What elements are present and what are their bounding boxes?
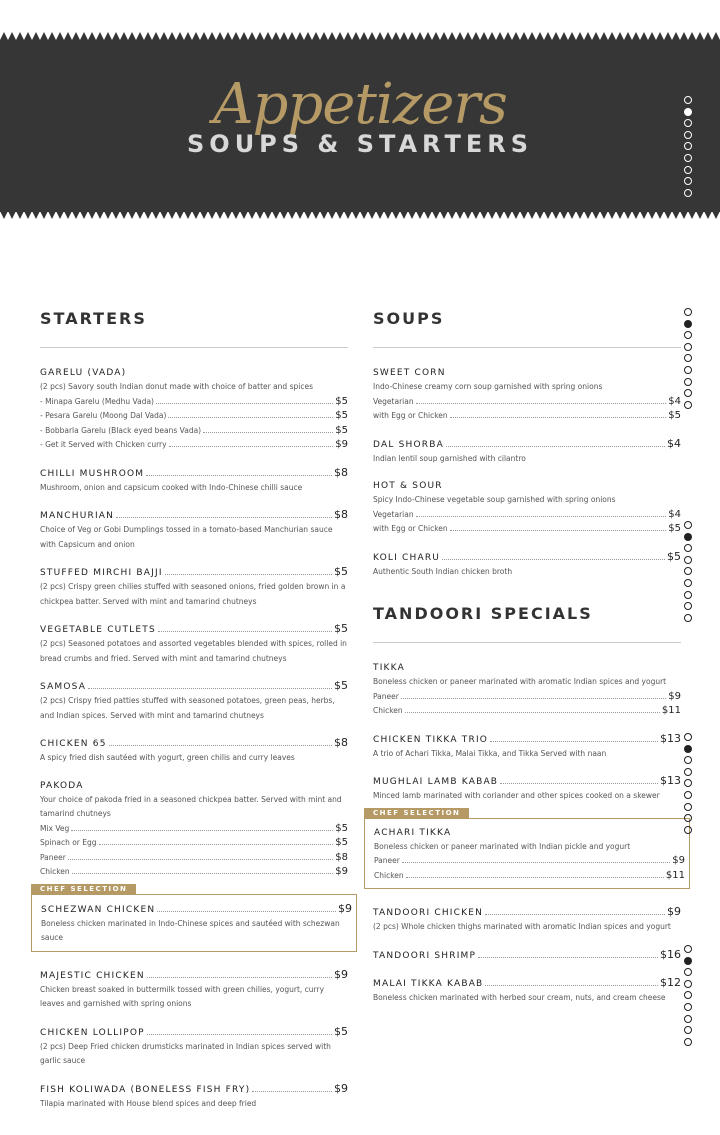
page-dot[interactable] bbox=[684, 1015, 692, 1023]
page-dot[interactable] bbox=[684, 991, 692, 999]
option-price: $5 bbox=[668, 410, 681, 421]
item-option bbox=[373, 508, 681, 523]
item-name: PAKODA bbox=[40, 780, 84, 791]
page-dot-active[interactable] bbox=[684, 320, 692, 328]
page-dot-active[interactable] bbox=[684, 957, 692, 965]
page-dot[interactable] bbox=[684, 814, 692, 822]
menu-item-schezwan-chicken bbox=[41, 902, 352, 946]
menu-item-samosa bbox=[40, 679, 348, 723]
page-dot[interactable] bbox=[684, 378, 692, 386]
item-description: (2 pcs) Crispy fried patties stuffed with seasoned potatoes, green peas, herbs, and Indian spices. Served with mint and tamarind chutneys bbox=[40, 696, 335, 720]
item-description: Boneless chicken marinated in Indo-Chinese spices and sautéed with schezwan sauce bbox=[41, 918, 340, 942]
option-label: - Minapa Garelu (Medhu Vada) bbox=[40, 396, 154, 406]
item-name: KOLI CHARU bbox=[373, 552, 441, 563]
page-dot[interactable] bbox=[684, 1003, 692, 1011]
item-option bbox=[40, 851, 348, 866]
item-name: ACHARI TIKKA bbox=[374, 827, 452, 838]
page-dot[interactable] bbox=[684, 544, 692, 552]
item-price: $5 bbox=[334, 679, 348, 692]
option-label: Mix Veg bbox=[40, 823, 70, 833]
item-description: (2 pcs) Crispy green chilies stuffed with seasoned onions, fried golden brown in a chickpea batter. Served with mint and tamarind chutneys bbox=[40, 582, 346, 606]
chef-selection-badge: CHEF SELECTION bbox=[31, 884, 136, 895]
page-dot[interactable] bbox=[684, 389, 692, 397]
page-dot[interactable] bbox=[684, 331, 692, 339]
item-option bbox=[40, 424, 348, 439]
item-description: Indian lentil soup garnished with cilantro bbox=[373, 453, 526, 463]
option-price: $5 bbox=[335, 410, 348, 421]
page-dot[interactable] bbox=[684, 591, 692, 599]
page-dot[interactable] bbox=[684, 768, 692, 776]
option-label: Vegetarian bbox=[373, 509, 414, 519]
menu-item-koli-charu bbox=[373, 550, 681, 580]
page-dot-active[interactable] bbox=[684, 745, 692, 753]
header-page-dots bbox=[684, 96, 692, 197]
item-name: HOT & SOUR bbox=[373, 481, 443, 491]
item-name: MUGHLAI LAMB KABAB bbox=[373, 777, 499, 787]
item-name: TANDOORI CHICKEN bbox=[373, 908, 484, 918]
option-price: $5 bbox=[335, 822, 348, 834]
item-price: $9 bbox=[334, 967, 348, 981]
item-description: Your choice of pakoda fried in a seasoned chickpea batter. Served with mint and tamarind chutneys bbox=[40, 794, 342, 818]
page-dot[interactable] bbox=[684, 354, 692, 362]
option-price: $11 bbox=[665, 869, 685, 881]
option-label: Vegetarian bbox=[373, 396, 414, 406]
menu-item-tikka bbox=[373, 661, 681, 719]
option-price: $4 bbox=[668, 395, 681, 407]
menu-item-tandoori-chicken bbox=[373, 905, 681, 935]
page-dots-nav bbox=[684, 733, 692, 834]
page-dots-nav bbox=[684, 521, 692, 622]
page-dot[interactable] bbox=[684, 154, 692, 162]
item-description: (2 pcs) Whole chicken thighs marinated with aromatic Indian spices and yogurt bbox=[373, 922, 671, 931]
section-divider bbox=[40, 347, 348, 348]
item-name: CHICKEN LOLLIPOP bbox=[40, 1027, 145, 1038]
option-label: - Get it Served with Chicken curry bbox=[40, 440, 167, 449]
page-dot[interactable] bbox=[684, 142, 692, 150]
item-option bbox=[374, 854, 685, 869]
item-price: $5 bbox=[667, 549, 681, 563]
item-name: MANCHURIAN bbox=[40, 511, 115, 521]
menu-item-chicken-tikka-trio bbox=[373, 732, 681, 762]
page-dot[interactable] bbox=[684, 166, 692, 174]
soups-heading: SOUPS bbox=[373, 309, 445, 328]
item-name: CHICKEN TIKKA TRIO bbox=[373, 734, 489, 745]
menu-item-majestic-chicken bbox=[40, 968, 348, 1012]
item-name: DAL SHORBA bbox=[373, 439, 444, 450]
menu-item-achari-tikka bbox=[374, 826, 685, 884]
item-name: SCHEZWAN CHICKEN bbox=[41, 904, 156, 915]
option-label: - Pesara Garelu (Moong Dal Vada) bbox=[40, 411, 167, 420]
menu-item-stuffed-mirchi-bajji bbox=[40, 565, 348, 609]
menu-item-sweet-corn bbox=[373, 366, 681, 424]
option-price: $11 bbox=[661, 705, 681, 716]
item-name: TANDOORI SHRIMP bbox=[373, 950, 477, 961]
item-price: $16 bbox=[660, 947, 681, 961]
menu-item-dal-shorba bbox=[373, 437, 681, 467]
page-dot-active[interactable] bbox=[684, 533, 692, 541]
option-price: $9 bbox=[335, 439, 348, 450]
page-dot[interactable] bbox=[684, 602, 692, 610]
item-price: $9 bbox=[334, 1081, 348, 1095]
page-dot[interactable] bbox=[684, 945, 692, 953]
page-dots-nav bbox=[684, 945, 692, 1046]
item-price: $13 bbox=[660, 731, 681, 745]
page-dot[interactable] bbox=[684, 401, 692, 409]
item-name: SWEET CORN bbox=[373, 368, 446, 378]
option-label: - Bobbarla Garelu (Black eyed beans Vada) bbox=[40, 425, 202, 435]
page-dot[interactable] bbox=[684, 980, 692, 988]
page-dot[interactable] bbox=[684, 614, 692, 622]
item-name: GARELU (VADA) bbox=[40, 368, 127, 378]
page-dot[interactable] bbox=[684, 131, 692, 139]
item-option bbox=[40, 836, 348, 851]
item-price: $13 bbox=[660, 774, 681, 787]
menu-item-vegetable-cutlets bbox=[40, 622, 348, 666]
menu-item-chicken-lollipop bbox=[40, 1025, 348, 1069]
item-option bbox=[373, 704, 681, 719]
item-name: CHICKEN 65 bbox=[40, 739, 107, 749]
item-description: Boneless chicken or paneer marinated with Indian pickle and yogurt bbox=[374, 841, 631, 851]
item-description: Boneless chicken marinated with herbed sour cream, nuts, and cream cheese bbox=[373, 992, 666, 1002]
menu-item-manchurian bbox=[40, 508, 348, 552]
item-name: VEGETABLE CUTLETS bbox=[40, 625, 156, 635]
item-description: Tilapia marinated with House blend spices and deep fried bbox=[40, 1098, 257, 1108]
page-dot[interactable] bbox=[684, 343, 692, 351]
item-description: Choice of Veg or Gobi Dumplings tossed in a tomato-based Manchurian sauce with Capsicum and onion bbox=[40, 525, 333, 549]
page-dot[interactable] bbox=[684, 968, 692, 976]
page-dot[interactable] bbox=[684, 1026, 692, 1034]
option-price: $5 bbox=[335, 837, 348, 848]
starters-column bbox=[40, 308, 352, 1124]
item-description: Boneless chicken or paneer marinated with aromatic Indian spices and yogurt bbox=[373, 677, 667, 686]
page-dot[interactable] bbox=[684, 826, 692, 834]
item-description: A spicy fried dish sautéed with yogurt, green chilis and curry leaves bbox=[40, 753, 295, 762]
item-name: MAJESTIC CHICKEN bbox=[40, 970, 145, 981]
option-label: with Egg or Chicken bbox=[373, 411, 448, 420]
page-dots-nav bbox=[684, 308, 692, 409]
page-dot-active[interactable] bbox=[684, 108, 692, 116]
item-description: (2 pcs) Savory south Indian donut made with choice of batter and spices bbox=[40, 382, 313, 391]
page-dot[interactable] bbox=[684, 308, 692, 316]
item-description: Minced lamb marinated with coriander and other spices cooked on a skewer bbox=[373, 791, 660, 800]
page-dot[interactable] bbox=[684, 189, 692, 197]
chef-selection-box bbox=[364, 808, 690, 890]
item-price: $9 bbox=[667, 905, 681, 918]
page-dot[interactable] bbox=[684, 567, 692, 575]
page-dot[interactable] bbox=[684, 556, 692, 564]
item-description: Chicken breast soaked in buttermilk tossed with green chilies, yogurt, curry leaves and garnished with spring onions bbox=[40, 984, 325, 1008]
chef-selection-badge: CHEF SELECTION bbox=[364, 808, 469, 819]
option-label: with Egg or Chicken bbox=[373, 524, 448, 533]
page-dot[interactable] bbox=[684, 803, 692, 811]
menu-item-fish-koliwada bbox=[40, 1082, 348, 1112]
item-option bbox=[40, 865, 348, 880]
page-title: SOUPS & STARTERS bbox=[187, 130, 533, 158]
page-dot[interactable] bbox=[684, 756, 692, 764]
item-description: Authentic South Indian chicken broth bbox=[373, 566, 513, 576]
menu-item-chilli-mushroom bbox=[40, 466, 348, 496]
item-name: TIKKA bbox=[373, 663, 405, 673]
item-option bbox=[373, 409, 681, 424]
option-label: Spinach or Egg bbox=[40, 838, 97, 847]
item-price: $5 bbox=[334, 1024, 348, 1038]
item-name: SAMOSA bbox=[40, 682, 87, 692]
item-name: MALAI TIKKA KABAB bbox=[373, 978, 484, 989]
page-dot[interactable] bbox=[684, 791, 692, 799]
section-divider bbox=[373, 642, 681, 643]
item-option bbox=[40, 822, 348, 837]
item-description: (2 pcs) Deep Fried chicken drumsticks marinated in Indian spices served with garlic sauce bbox=[40, 1041, 331, 1065]
option-label: Chicken bbox=[40, 867, 70, 876]
item-price: $5 bbox=[334, 622, 348, 635]
item-description: Spicy Indo-Chinese vegetable soup garnished with spring onions bbox=[373, 495, 616, 504]
soups-tandoori-column bbox=[373, 308, 685, 1018]
item-name: STUFFED MIRCHI BAJJI bbox=[40, 568, 163, 578]
option-price: $5 bbox=[668, 523, 681, 534]
item-price: $12 bbox=[660, 975, 681, 989]
option-price: $5 bbox=[335, 395, 348, 407]
item-description: Indo-Chinese creamy corn soup garnished with spring onions bbox=[373, 382, 603, 391]
item-price: $8 bbox=[334, 465, 348, 479]
menu-item-tandoori-shrimp bbox=[373, 948, 681, 963]
item-option bbox=[40, 438, 348, 453]
option-price: $9 bbox=[335, 866, 348, 877]
page-dot[interactable] bbox=[684, 366, 692, 374]
script-title: Appetizers bbox=[213, 72, 507, 137]
item-price: $8 bbox=[334, 736, 348, 749]
option-price: $8 bbox=[335, 851, 348, 863]
page-dot[interactable] bbox=[684, 779, 692, 787]
item-description: A trio of Achari Tikka, Malai Tikka, and Tikka Served with naan bbox=[373, 748, 607, 758]
item-name: CHILLI MUSHROOM bbox=[40, 468, 145, 479]
item-option bbox=[373, 522, 681, 537]
item-description: (2 pcs) Seasoned potatoes and assorted vegetables blended with spices, rolled in bread crumbs and fried. Served with mint and tamarind chutneys bbox=[40, 639, 347, 663]
item-price: $4 bbox=[667, 436, 681, 450]
page-dot[interactable] bbox=[684, 96, 692, 104]
option-price: $5 bbox=[335, 424, 348, 436]
menu-item-chicken-65 bbox=[40, 736, 348, 766]
menu-item-mughlai-lamb-kabab bbox=[373, 774, 681, 804]
option-label: Paneer bbox=[373, 691, 399, 701]
item-option bbox=[373, 395, 681, 410]
item-price: $8 bbox=[334, 508, 348, 521]
page-dot[interactable] bbox=[684, 1038, 692, 1046]
option-price: $9 bbox=[672, 855, 685, 866]
page-dot[interactable] bbox=[684, 579, 692, 587]
item-option bbox=[373, 690, 681, 705]
item-price: $5 bbox=[334, 565, 348, 578]
item-option bbox=[40, 409, 348, 424]
item-option bbox=[40, 395, 348, 410]
item-option bbox=[374, 869, 685, 884]
option-price: $4 bbox=[668, 508, 681, 520]
tandoori-heading: TANDOORI SPECIALS bbox=[373, 604, 593, 623]
item-name: FISH KOLIWADA (BONELESS FISH FRY) bbox=[40, 1084, 251, 1095]
option-label: Paneer bbox=[374, 856, 400, 865]
menu-item-malai-tikka-kabab bbox=[373, 976, 681, 1006]
section-divider bbox=[373, 347, 681, 348]
option-label: Chicken bbox=[373, 706, 403, 715]
page-dot[interactable] bbox=[684, 177, 692, 185]
page-dot[interactable] bbox=[684, 733, 692, 741]
starters-heading: STARTERS bbox=[40, 309, 147, 328]
menu-item-hot-sour bbox=[373, 479, 681, 537]
zigzag-edge-bottom bbox=[0, 211, 720, 219]
zigzag-edge-top bbox=[0, 32, 720, 40]
option-label: Paneer bbox=[40, 852, 66, 862]
menu-item-pakoda bbox=[40, 779, 348, 880]
item-price: $9 bbox=[338, 901, 352, 915]
menu-item-garelu bbox=[40, 366, 348, 453]
page-dot[interactable] bbox=[684, 119, 692, 127]
item-description: Mushroom, onion and capsicum cooked with Indo-Chinese chilli sauce bbox=[40, 482, 303, 492]
option-label: Chicken bbox=[374, 870, 404, 880]
option-price: $9 bbox=[668, 690, 681, 702]
page-dot[interactable] bbox=[684, 521, 692, 529]
chef-selection-box bbox=[31, 884, 357, 952]
